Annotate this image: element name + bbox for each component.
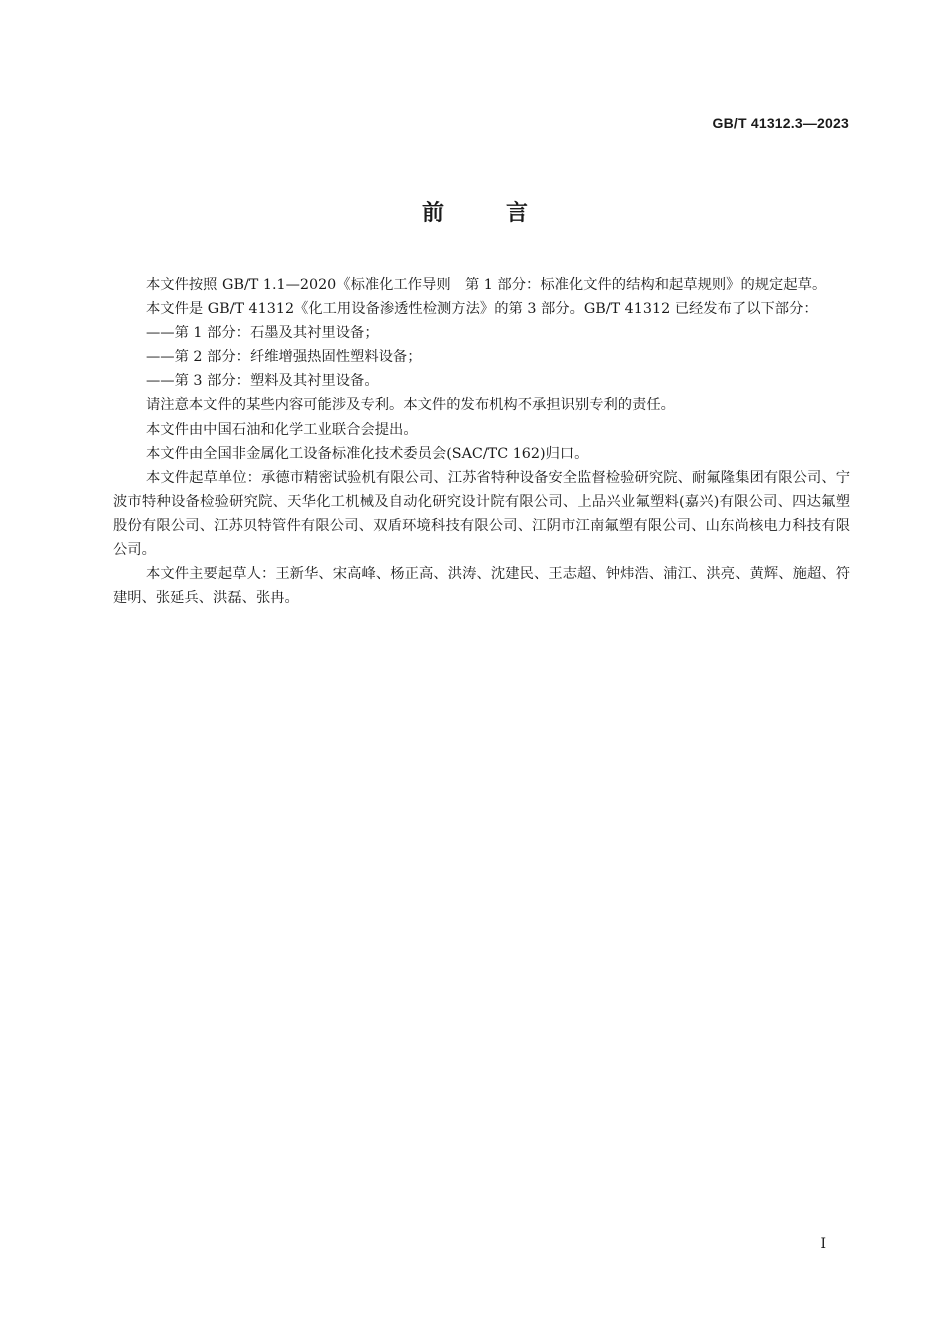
paragraph-drafting-units: 本文件起草单位：承德市精密试验机有限公司、江苏省特种设备安全监督检验研究院、耐氟隆集团有限公司、宁波市特种设备检验研究院、天华化工机械及自动化研究设计院有限公司、上品兴业氟塑料(嘉兴)有限公司、四达氟塑股份有限公司、江苏贝特管件有限公司、双盾环境科技有限公司、江阴市江南氟塑有限公司、山东尚核电力科技有限公司。 xyxy=(113,469,850,559)
paragraph-proposer: 本文件由中国石油和化学工业联合会提出。 xyxy=(146,421,418,438)
list-item-part-2: ——第 2 部分：纤维增强热固性塑料设备； xyxy=(146,349,422,366)
foreword-body xyxy=(113,273,850,610)
paragraph-patent-notice: 请注意本文件的某些内容可能涉及专利。本文件的发布机构不承担识别专利的责任。 xyxy=(146,397,675,414)
page-number: I xyxy=(820,1236,826,1252)
list-item-part-3: ——第 3 部分：塑料及其衬里设备。 xyxy=(146,373,379,390)
paragraph-committee: 本文件由全国非金属化工设备标准化技术委员会(SAC/TC 162)归口。 xyxy=(146,445,589,462)
standard-code: GB/T 41312.3—2023 xyxy=(712,115,849,131)
paragraph-drafting-rules: 本文件按照 GB/T 1.1—2020《标准化工作导则 第 1 部分：标准化文件的结构和起草规则》的规定起草。 xyxy=(146,277,827,293)
paragraph-series-info: 本文件是 GB/T 41312《化工用设备渗透性检测方法》的第 3 部分。GB/T 41312 已经发布了以下部分： xyxy=(146,301,818,318)
page-title: 前言 xyxy=(421,201,590,226)
list-item-part-1: ——第 1 部分：石墨及其衬里设备； xyxy=(146,325,379,342)
paragraph-drafters: 本文件主要起草人：王新华、宋高峰、杨正高、洪涛、沈建民、王志超、钟炜浩、浦江、洪亮、黄辉、施超、符建明、张延兵、洪磊、张冉。 xyxy=(113,566,850,607)
